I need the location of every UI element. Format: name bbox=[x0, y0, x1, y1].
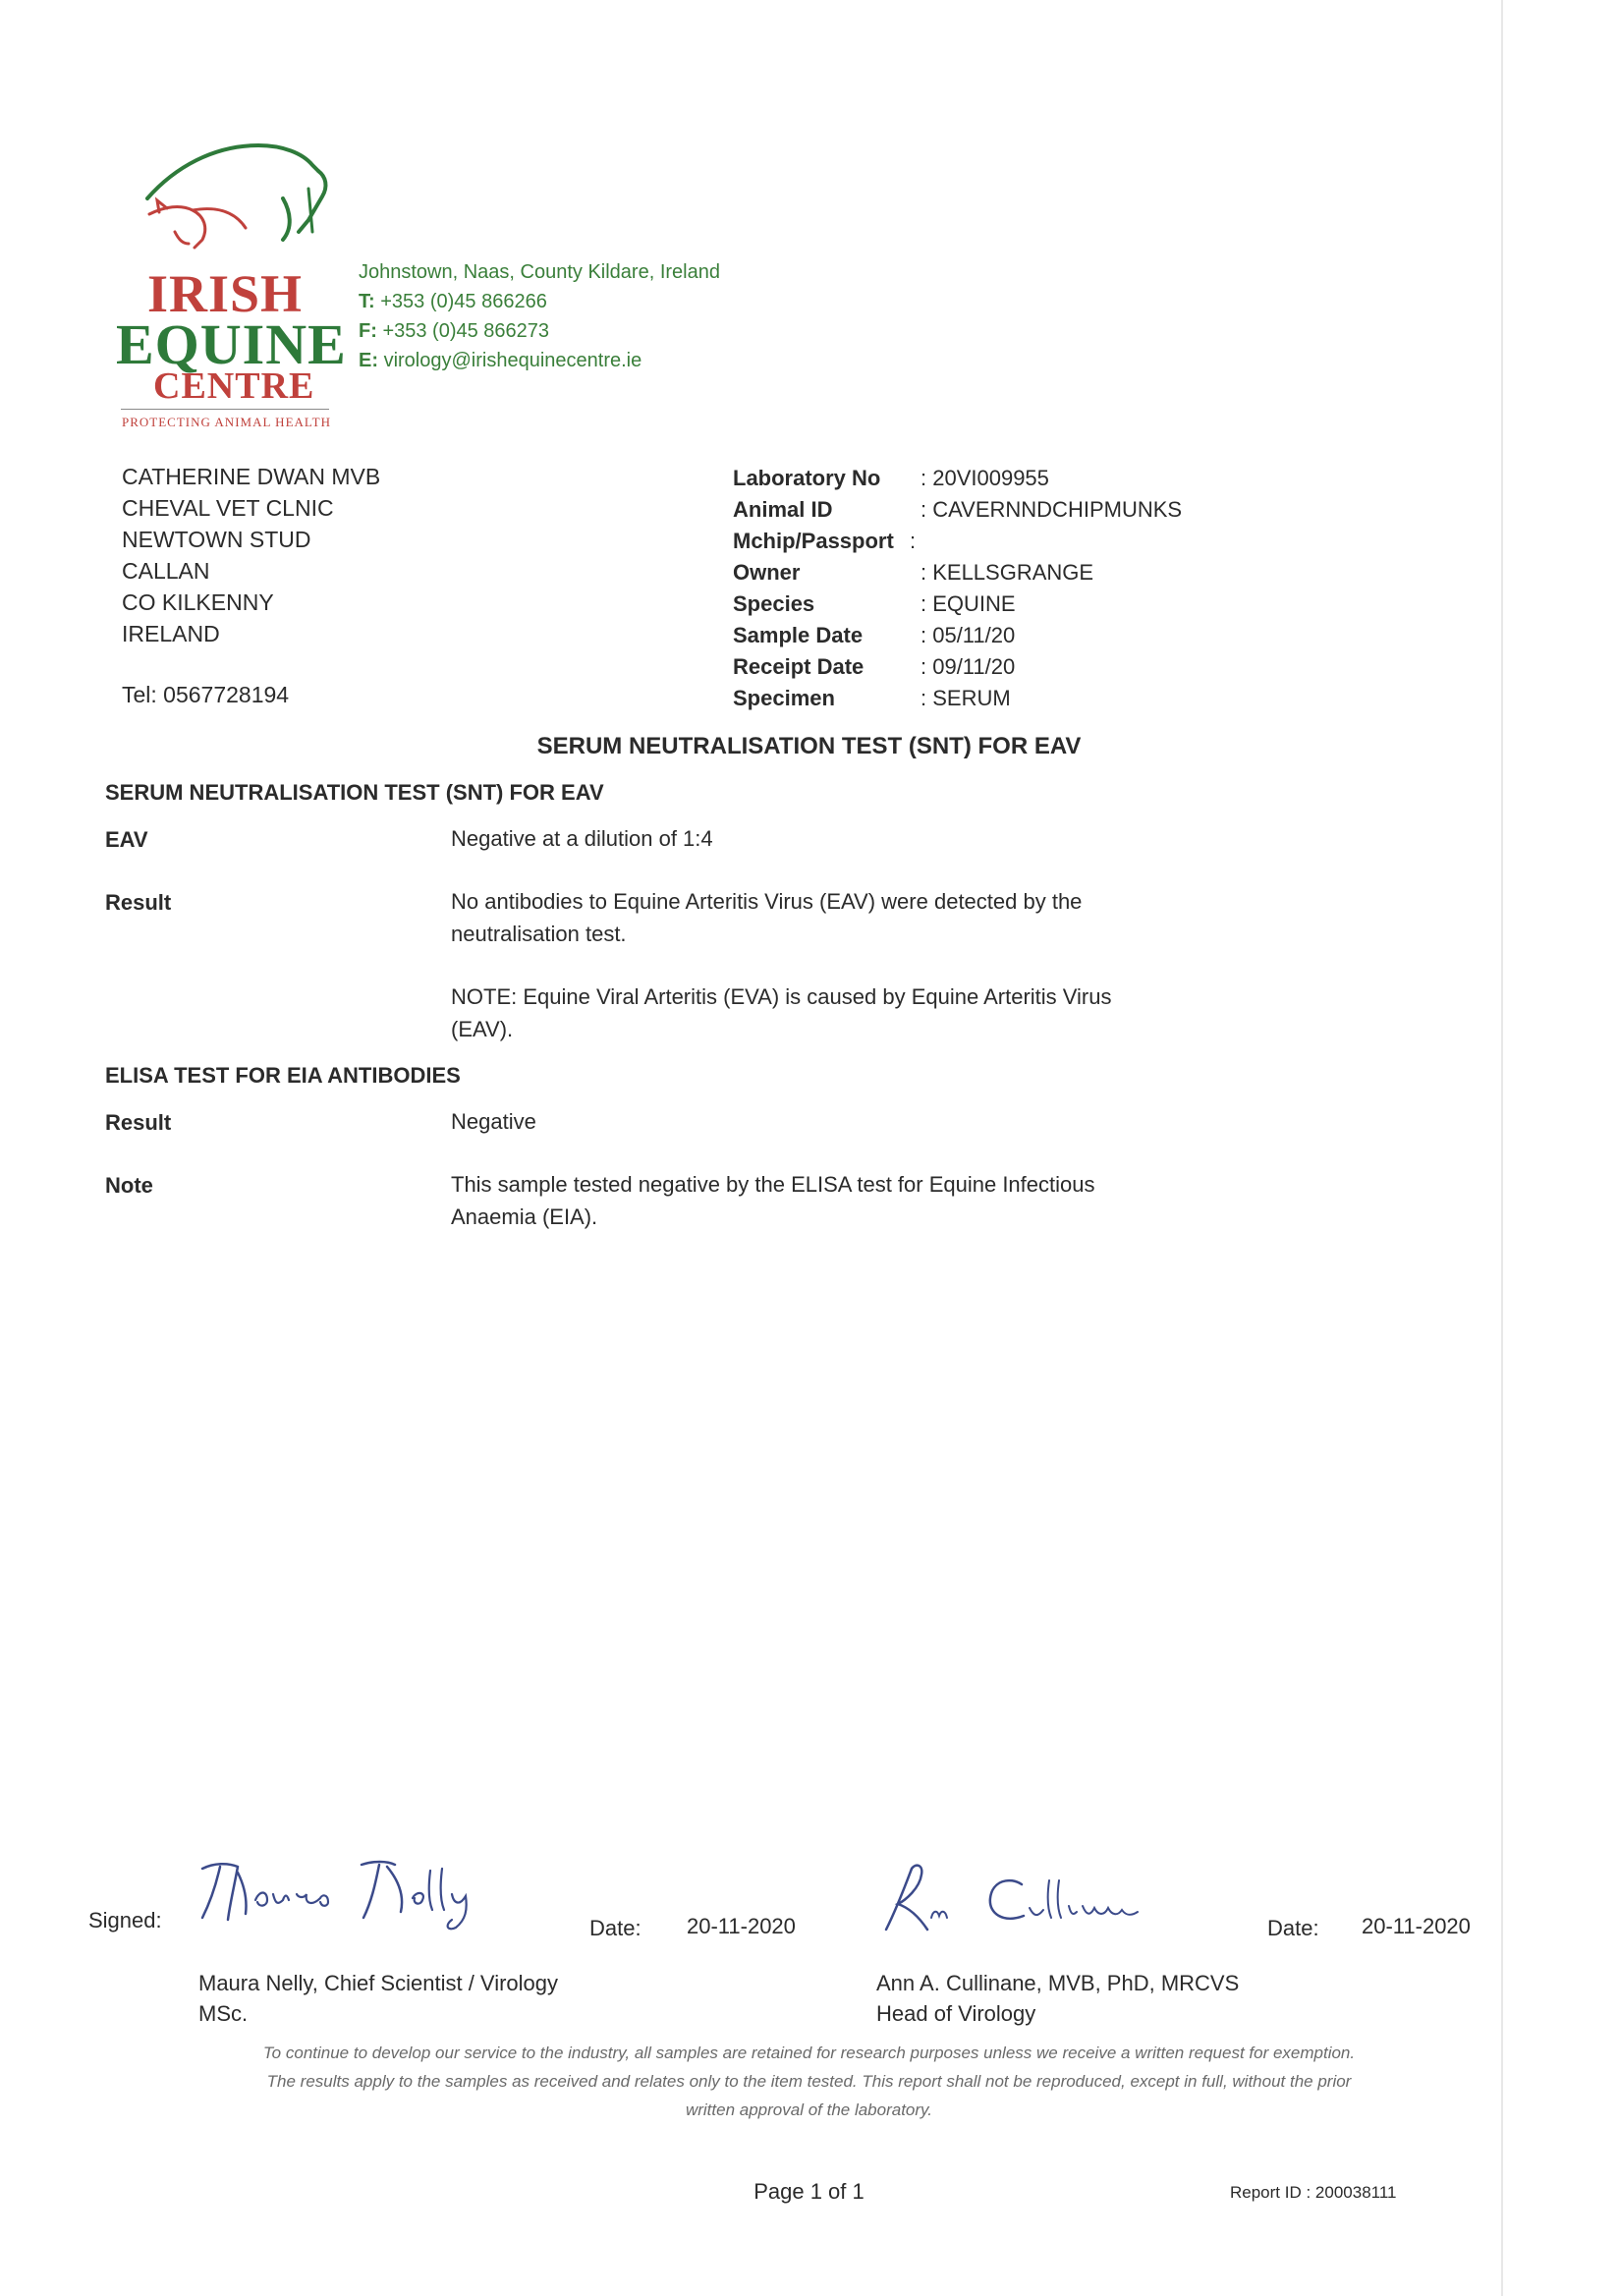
lab-value: : bbox=[910, 529, 917, 553]
elisa-result-value: Negative bbox=[451, 1109, 536, 1134]
report-id: Report ID : 200038111 bbox=[1230, 2183, 1397, 2202]
snt-result-label: Result bbox=[105, 890, 172, 915]
eav-value: Negative at a dilution of 1:4 bbox=[451, 826, 713, 851]
contact-fax-value: +353 (0)45 866273 bbox=[382, 320, 550, 342]
elisa-section-title: ELISA TEST FOR EIA ANTIBODIES bbox=[105, 1063, 461, 1088]
lab-label: Owner bbox=[733, 560, 801, 585]
logo-divider bbox=[121, 409, 329, 410]
recipient-line: NEWTOWN STUD bbox=[122, 527, 311, 552]
lab-label: Laboratory No bbox=[733, 466, 881, 490]
signature-left-image bbox=[195, 1855, 509, 1933]
snt-section-title: SERUM NEUTRALISATION TEST (SNT) FOR EAV bbox=[105, 780, 604, 805]
page-edge bbox=[1501, 0, 1503, 2296]
lab-value: : 20VI009955 bbox=[921, 466, 1049, 490]
lab-label: Mchip/Passport bbox=[733, 529, 894, 553]
contact-email bbox=[359, 350, 642, 372]
lab-label: Species bbox=[733, 591, 815, 616]
lab-value: : SERUM bbox=[921, 686, 1011, 710]
signed-label: Signed: bbox=[88, 1908, 162, 1932]
contact-email-label: E: bbox=[359, 350, 378, 371]
logo-text-equine: EQUINE bbox=[116, 312, 347, 376]
left-date-label: Date: bbox=[589, 1916, 642, 1940]
eav-label: EAV bbox=[105, 827, 148, 852]
lab-value: : KELLSGRANGE bbox=[921, 560, 1094, 585]
lab-label: Sample Date bbox=[733, 623, 864, 647]
contact-tel bbox=[359, 291, 547, 313]
logo-text-irish: IRISH bbox=[147, 264, 304, 323]
recipient-tel: Tel: 0567728194 bbox=[122, 682, 290, 707]
footer-note-line: The results apply to the samples as received and relates only to the item tested. This report shall not be reproduced, except in full, without the prior bbox=[266, 2072, 1352, 2091]
recipient-line: CATHERINE DWAN MVB bbox=[122, 464, 381, 489]
right-signatory-title: Head of Virology bbox=[876, 2001, 1036, 2026]
lab-value: : EQUINE bbox=[921, 591, 1016, 616]
lab-label: Animal ID bbox=[733, 497, 833, 522]
right-date-label: Date: bbox=[1267, 1916, 1319, 1940]
recipient-line: CHEVAL VET CLNIC bbox=[122, 495, 334, 521]
contact-fax bbox=[359, 320, 549, 343]
logo-text-centre: CENTRE bbox=[153, 365, 315, 407]
left-date-value: 20-11-2020 bbox=[687, 1914, 796, 1938]
contact-email-value: virology@irishequinecentre.ie bbox=[383, 350, 642, 371]
snt-result-text: No antibodies to Equine Arteritis Virus (EAV) were detected by the neutralisation test. bbox=[451, 889, 1083, 946]
report-title: SERUM NEUTRALISATION TEST (SNT) FOR EAV bbox=[536, 733, 1082, 759]
recipient-line: IRELAND bbox=[122, 621, 220, 646]
recipient-line: CO KILKENNY bbox=[122, 589, 274, 615]
left-signatory-qualification: MSc. bbox=[198, 2001, 249, 2026]
footer-note-line: To continue to develop our service to the industry, all samples are retained for research purposes unless we receive a written request for exemption. bbox=[262, 2044, 1356, 2062]
elisa-result-label: Result bbox=[105, 1110, 172, 1135]
right-date-value: 20-11-2020 bbox=[1362, 1914, 1471, 1938]
elisa-note-text: This sample tested negative by the ELISA test for Equine Infectious Anaemia (EIA). bbox=[451, 1172, 1095, 1229]
contact-address: Johnstown, Naas, County Kildare, Ireland bbox=[359, 261, 720, 283]
signature-right-image bbox=[876, 1861, 1181, 1939]
horse-logo-icon bbox=[136, 138, 332, 275]
contact-tel-label: T: bbox=[359, 291, 375, 312]
lab-label: Receipt Date bbox=[733, 654, 865, 679]
lab-value: : 05/11/20 bbox=[921, 623, 1016, 647]
lab-value: : 09/11/20 bbox=[921, 654, 1016, 679]
lab-value: : CAVERNNDCHIPMUNKS bbox=[921, 497, 1183, 522]
left-signatory-name: Maura Nelly, Chief Scientist / Virology bbox=[198, 1971, 558, 1995]
right-signatory-name: Ann A. Cullinane, MVB, PhD, MRCVS bbox=[876, 1971, 1240, 1995]
contact-tel-value: +353 (0)45 866266 bbox=[380, 291, 547, 312]
elisa-note-label: Note bbox=[105, 1173, 153, 1198]
contact-fax-label: F: bbox=[359, 320, 377, 342]
snt-note-text: NOTE: Equine Viral Arteritis (EVA) is caused by Equine Arteritis Virus (EAV). bbox=[451, 984, 1112, 1041]
page-number: Page 1 of 1 bbox=[753, 2179, 865, 2204]
footer-note-line: written approval of the laboratory. bbox=[685, 2100, 933, 2119]
recipient-line: CALLAN bbox=[122, 558, 210, 584]
lab-label: Specimen bbox=[733, 686, 835, 710]
logo-tagline: PROTECTING ANIMAL HEALTH bbox=[122, 415, 331, 429]
